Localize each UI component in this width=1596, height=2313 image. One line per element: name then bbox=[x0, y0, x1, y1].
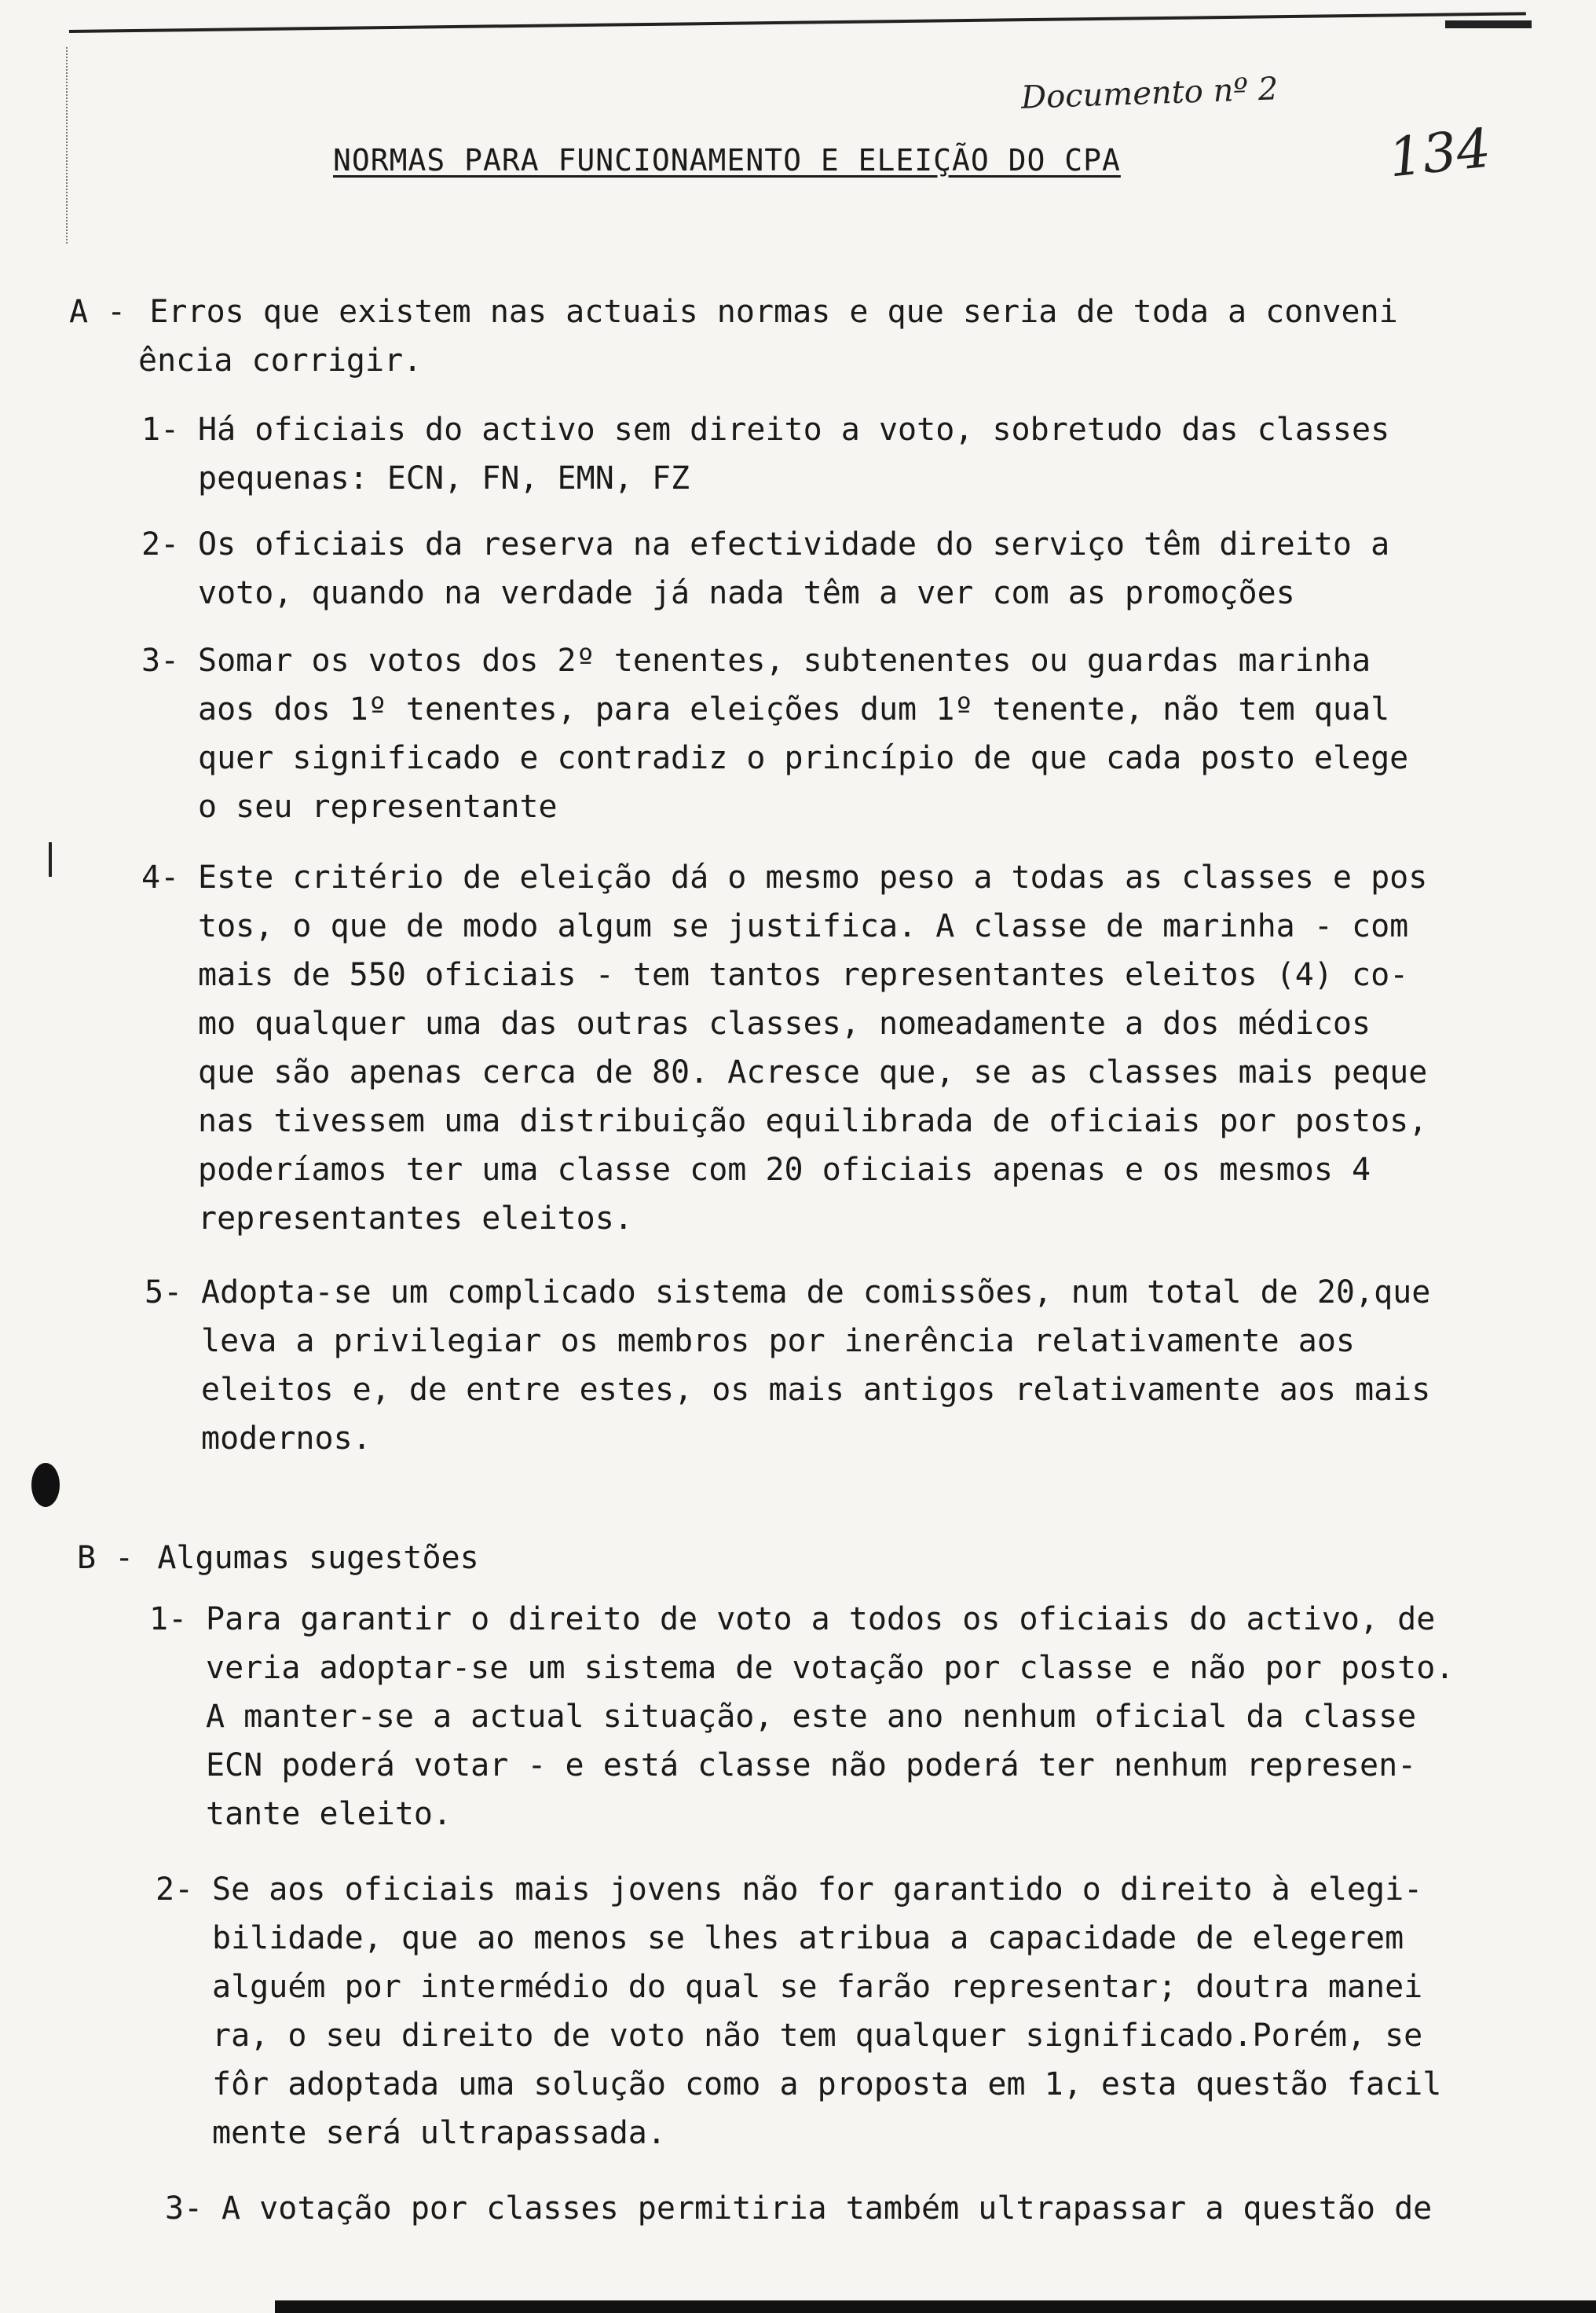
item-number: 1- bbox=[149, 1601, 188, 1637]
section-b-heading bbox=[77, 1534, 479, 1582]
item-line: A votação por classes permitiria também ultrapassar a questão de bbox=[221, 2190, 1433, 2227]
section-a-heading-line: Erros que existem nas actuais normas e que seria de toda a conveni bbox=[149, 294, 1398, 330]
item-line: Os oficiais da reserva na efectividade do serviço têm direito a bbox=[198, 526, 1390, 563]
ink-blot bbox=[31, 1463, 60, 1507]
top-border-line bbox=[69, 12, 1526, 33]
section-a-heading-line: ência corrigir. bbox=[138, 343, 423, 379]
page-title: NORMAS PARA FUNCIONAMENTO E ELEIÇÃO DO CPA bbox=[333, 143, 1121, 178]
item-number: 1- bbox=[141, 412, 180, 448]
list-item bbox=[141, 853, 1427, 1243]
item-line: o seu representante bbox=[198, 789, 558, 825]
top-border-mark bbox=[1445, 20, 1532, 28]
item-number: 5- bbox=[145, 1274, 183, 1310]
item-line: voto, quando na verdade já nada têm a ver com as promoções bbox=[198, 575, 1295, 611]
list-item bbox=[149, 1595, 1454, 1838]
item-line: aos dos 1º tenentes, para eleições dum 1º tenente, não tem qual bbox=[198, 691, 1390, 728]
item-number: 4- bbox=[141, 860, 180, 896]
item-line: nas tivessem uma distribuição equilibrada de oficiais por postos, bbox=[198, 1103, 1428, 1139]
item-line: pequenas: ECN, FN, EMN, FZ bbox=[198, 460, 690, 497]
item-line: eleitos e, de entre estes, os mais antigos relativamente aos mais bbox=[201, 1372, 1431, 1408]
item-line: mente será ultrapassada. bbox=[212, 2115, 666, 2151]
item-line: mo qualquer uma das outras classes, nomeadamente a dos médicos bbox=[198, 1006, 1371, 1042]
item-line: Este critério de eleição dá o mesmo peso a todas as classes e pos bbox=[198, 860, 1428, 896]
list-item bbox=[165, 2184, 1432, 2233]
item-line: modernos. bbox=[201, 1420, 372, 1457]
handwritten-note: Documento nº 2 bbox=[1020, 71, 1279, 116]
item-line: leva a privilegiar os membros por inerência relativamente aos bbox=[201, 1323, 1356, 1359]
item-number: 3- bbox=[141, 643, 180, 679]
page-number: 134 bbox=[1386, 117, 1494, 190]
bottom-border-bar bbox=[275, 2300, 1596, 2313]
section-a-label: A - bbox=[69, 294, 126, 330]
item-number: 2- bbox=[156, 1871, 194, 1908]
item-line: que são apenas cerca de 80. Acresce que, se as classes mais peque bbox=[198, 1054, 1428, 1091]
item-line: fôr adoptada uma solução como a proposta em 1, esta questão facil bbox=[212, 2066, 1442, 2102]
item-line: alguém por intermédio do qual se farão representar; doutra manei bbox=[212, 1969, 1423, 2005]
item-number: 2- bbox=[141, 526, 180, 563]
item-line: poderíamos ter uma classe com 20 oficiais apenas e os mesmos 4 bbox=[198, 1152, 1371, 1188]
section-b-heading-line: Algumas sugestões bbox=[157, 1540, 479, 1576]
list-item bbox=[141, 520, 1389, 618]
item-line: bilidade, que ao menos se lhes atribua a capacidade de elegerem bbox=[212, 1920, 1404, 1956]
margin-mark bbox=[49, 842, 52, 877]
item-line: ra, o seu direito de voto não tem qualquer significado.Porém, se bbox=[212, 2018, 1423, 2054]
item-line: tante eleito. bbox=[206, 1796, 452, 1832]
item-number: 3- bbox=[165, 2190, 203, 2227]
item-line: veria adoptar-se um sistema de votação por classe e não por posto. bbox=[206, 1650, 1455, 1686]
item-line: Há oficiais do activo sem direito a voto, sobretudo das classes bbox=[198, 412, 1390, 448]
left-margin-dots bbox=[66, 47, 69, 244]
item-line: quer significado e contradiz o princípio de que cada posto elege bbox=[198, 740, 1409, 776]
item-line: Se aos oficiais mais jovens não for garantido o direito à elegi- bbox=[212, 1871, 1423, 1908]
item-line: A manter-se a actual situação, este ano nenhum oficial da classe bbox=[206, 1699, 1417, 1735]
item-line: representantes eleitos. bbox=[198, 1200, 633, 1237]
list-item bbox=[145, 1268, 1430, 1463]
section-a-heading bbox=[69, 288, 1398, 385]
list-item bbox=[141, 405, 1389, 503]
item-line: tos, o que de modo algum se justifica. A classe de marinha - com bbox=[198, 908, 1409, 944]
item-line: Somar os votos dos 2º tenentes, subtenentes ou guardas marinha bbox=[198, 643, 1371, 679]
item-line: Adopta-se um complicado sistema de comissões, num total de 20,que bbox=[201, 1274, 1431, 1310]
list-item bbox=[141, 636, 1408, 831]
item-line: Para garantir o direito de voto a todos os oficiais do activo, de bbox=[206, 1601, 1436, 1637]
item-line: mais de 550 oficiais - tem tantos representantes eleitos (4) co- bbox=[198, 957, 1409, 993]
section-b-label: B - bbox=[77, 1540, 134, 1576]
list-item bbox=[156, 1865, 1441, 2157]
item-line: ECN poderá votar - e está classe não poderá ter nenhum represen- bbox=[206, 1747, 1417, 1783]
